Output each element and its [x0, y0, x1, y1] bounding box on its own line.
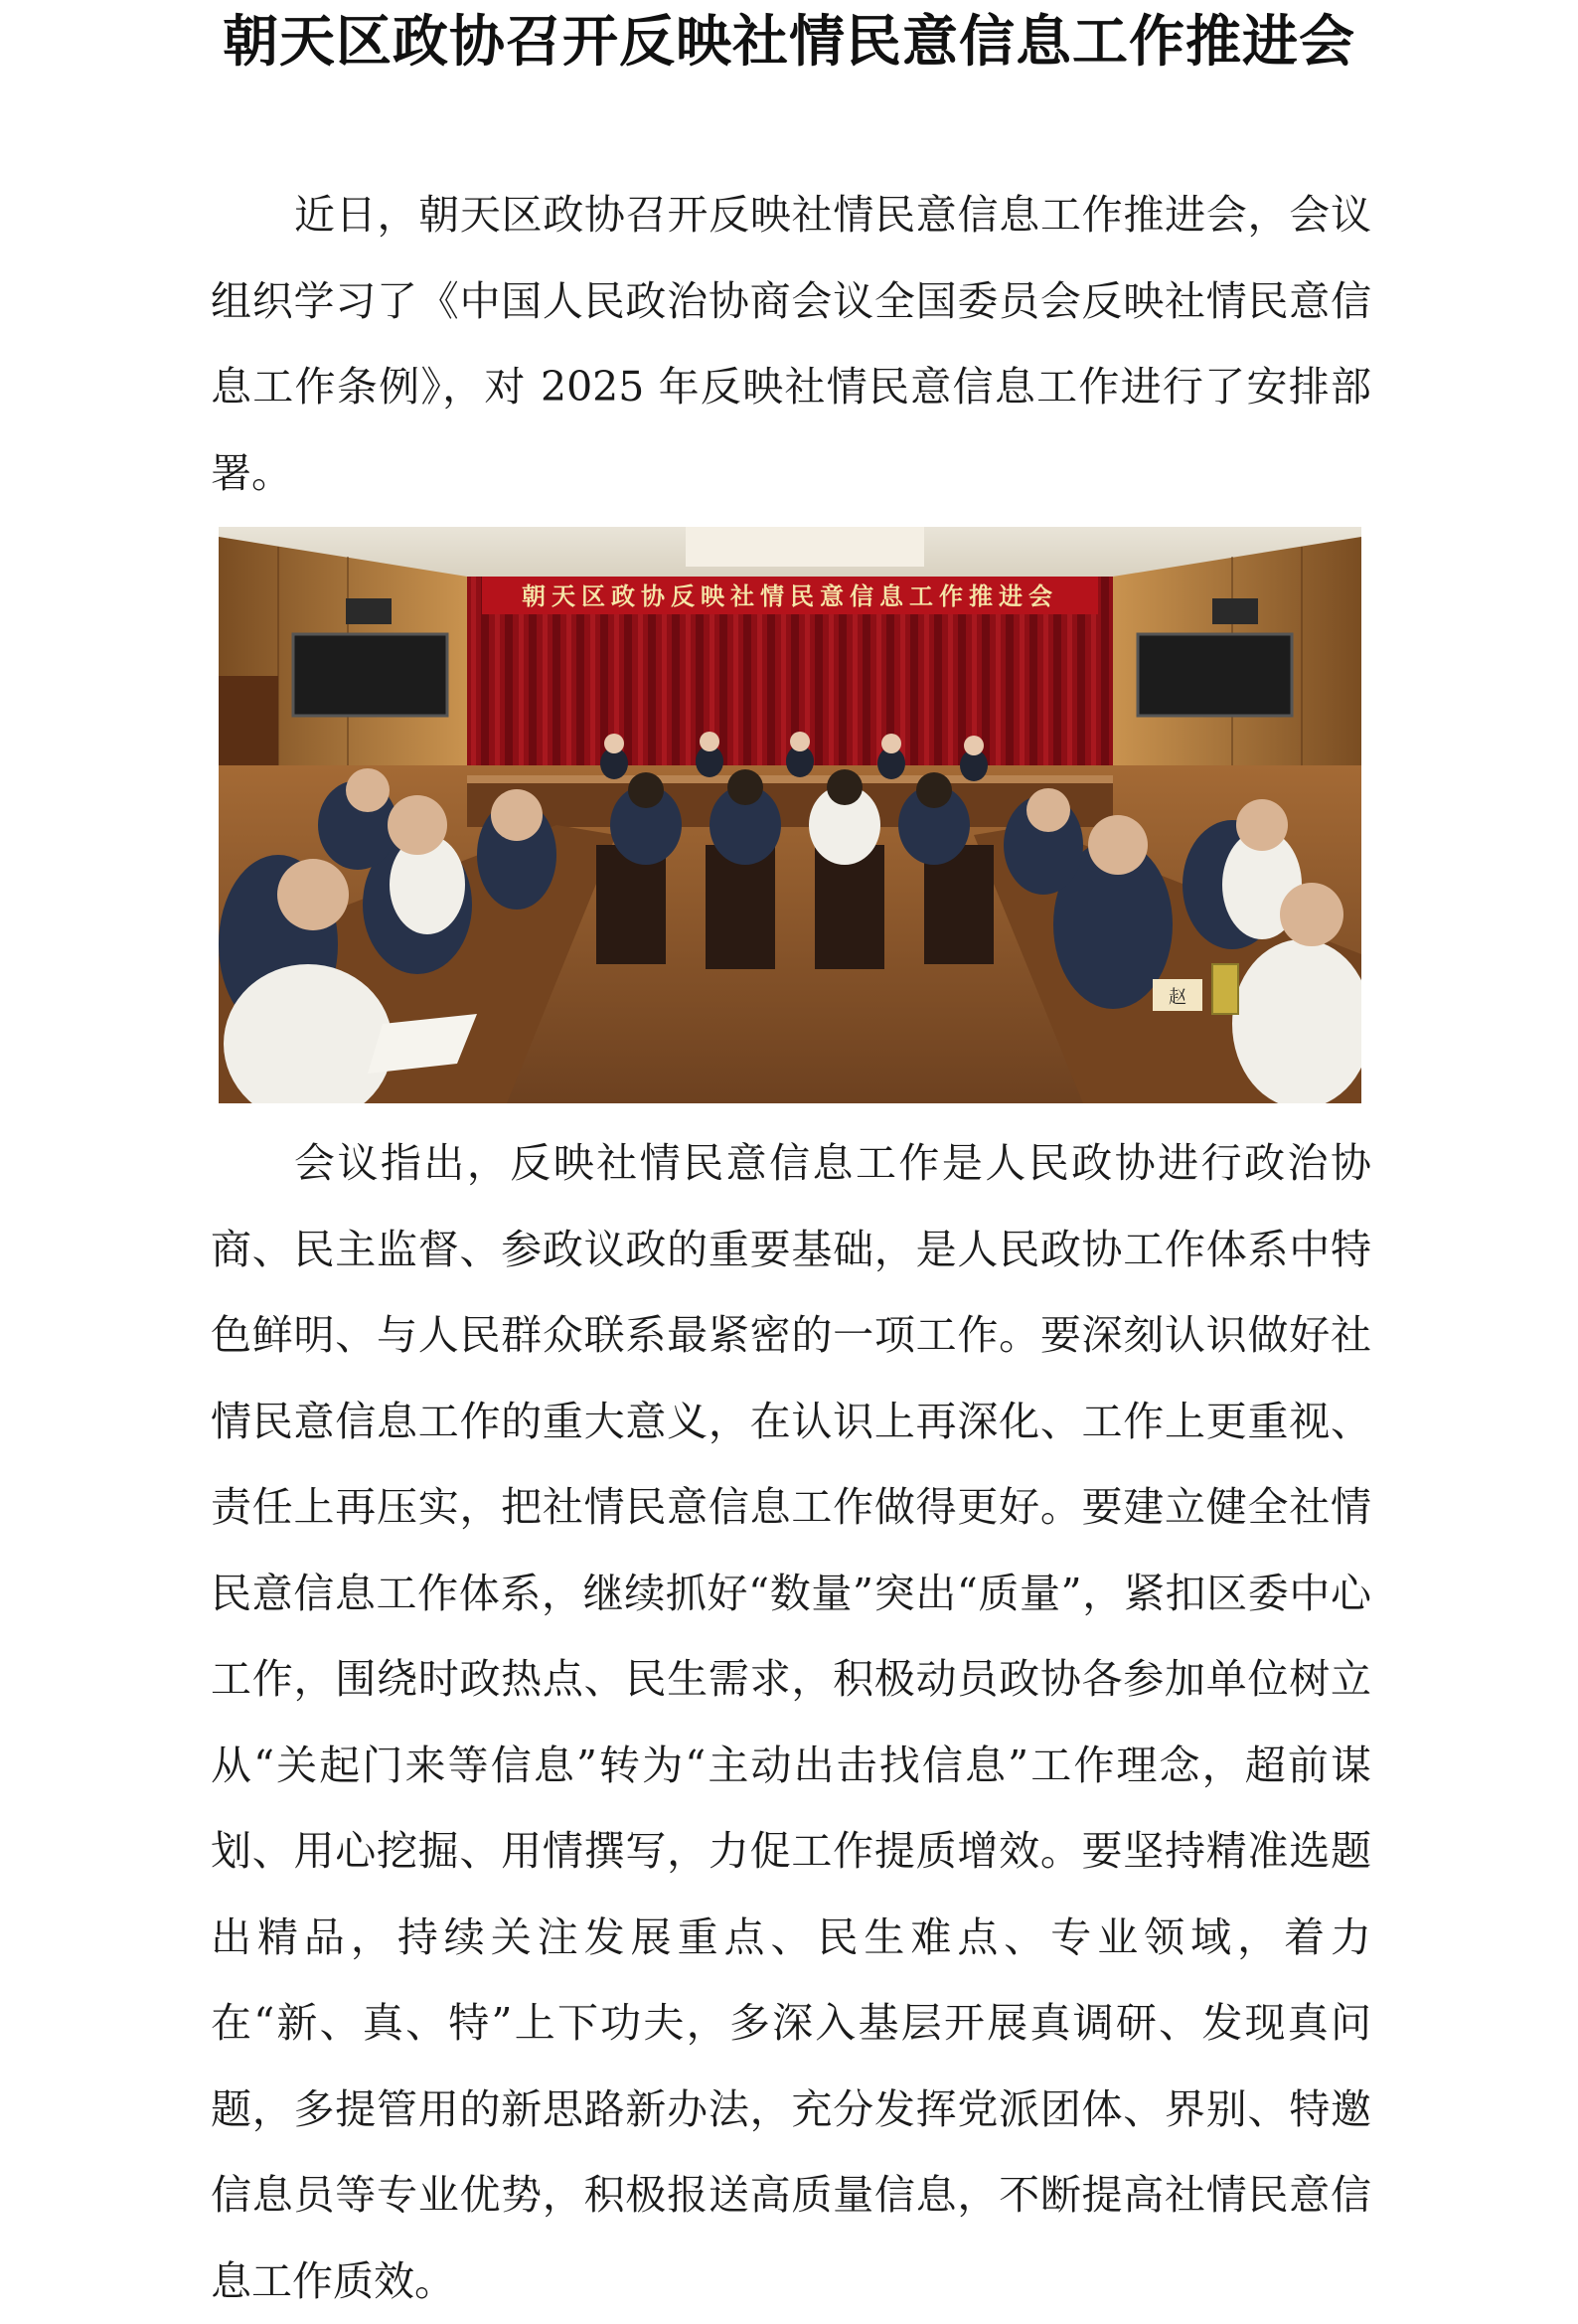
article-title: 朝天区政协召开反映社情民意信息工作推进会: [223, 10, 1355, 75]
meeting-photo: [219, 527, 1361, 1103]
photo-name-card: 赵: [1169, 987, 1186, 1008]
paragraph-intro: 近日，朝天区政协召开反映社情民意信息工作推进会，会议组织学习了《中国人民政治协商会议全国委员会反映社情民意信息工作条例》，对 2025 年反映社情民意信息工作进行了安排部署。: [211, 191, 1371, 497]
paragraph-main: 会议指出，反映社情民意信息工作是人民政协进行政治协商、民主监督、参政议政的重要基础，是人民政协工作体系中特色鲜明、与人民群众联系最紧密的一项工作。要深刻认识做好社情民意信息工作的重大意义，在认识上再深化、工作上更重视、责任上再压实，把社情民意信息工作做得更好。要建立健全社情民意信息工作体系，继续抓好“数量”突出“质量”，紧扣区委中心工作，围绕时政热点、民生需求，积极动员政协各参加单位树立从“关起门来等信息”转为“主动出击找信息”工作理念，超前谋划、用心挖掘、用情撰写，力促工作提质增效。要坚持精准选题出精品，持续关注发展重点、民生难点、专业领域，着力在“新、真、特”上下功夫，多深入基层开展真调研、发现真问题，多提管用的新思路新办法，充分发挥党派团体、界别、特邀信息员等专业优势，积极报送高质量信息，不断提高社情民意信息工作质效。: [211, 1139, 1371, 2305]
photo-banner-text: 朝天区政协反映社情民意信息工作推进会: [522, 582, 1058, 610]
